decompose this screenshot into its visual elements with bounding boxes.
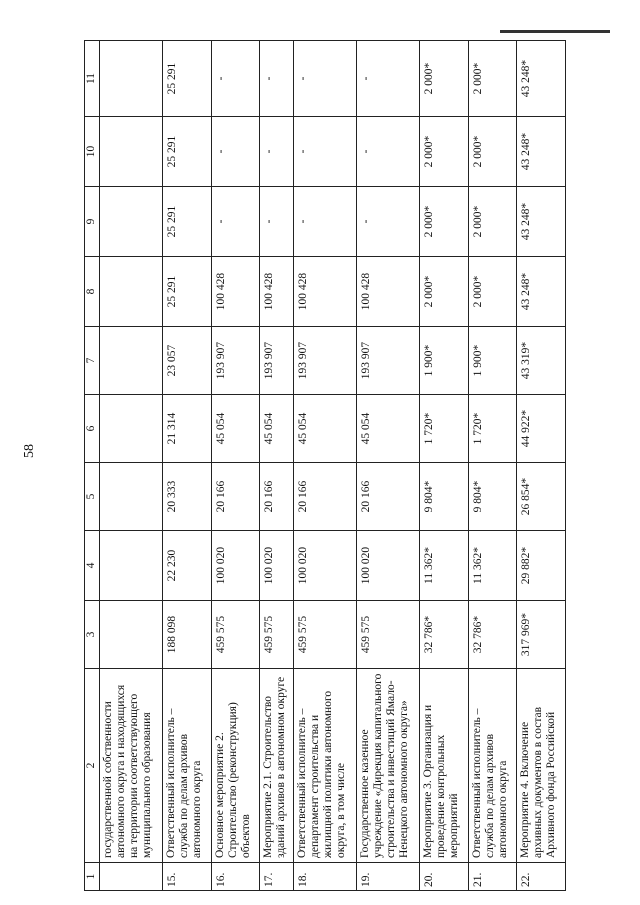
value-cell: - [260, 117, 294, 187]
value-cell: 20 166 [357, 463, 420, 531]
value-cell [100, 41, 163, 117]
value-cell: 459 575 [260, 601, 294, 669]
value-cell: 32 786* [468, 601, 517, 669]
value-cell: - [211, 187, 260, 257]
value-cell: 188 098 [162, 601, 211, 669]
value-cell: 25 291 [162, 117, 211, 187]
value-cell: 459 575 [211, 601, 260, 669]
value-cell: 2 000* [468, 117, 517, 187]
row-description: Основное мероприятие 2. Строительство (реконструкция) объектов [211, 669, 260, 863]
value-cell [100, 117, 163, 187]
value-cell [100, 601, 163, 669]
value-cell: 2 000* [468, 41, 517, 117]
value-cell: 11 362* [468, 531, 517, 601]
value-cell: 26 854* [517, 463, 566, 531]
value-cell: 32 786* [420, 601, 469, 669]
budget-table [84, 40, 566, 891]
value-cell: 20 166 [260, 463, 294, 531]
value-cell: 20 333 [162, 463, 211, 531]
value-cell: 45 054 [357, 395, 420, 463]
row-description: Мероприятие 3. Организация и проведение контрольных мероприятий [420, 669, 469, 863]
value-cell: 193 907 [211, 327, 260, 395]
top-scan-line [500, 30, 610, 33]
value-cell: 45 054 [294, 395, 357, 463]
column-header: 10 [85, 117, 100, 187]
value-cell: - [294, 187, 357, 257]
row-number: 18. [294, 863, 357, 891]
value-cell: - [294, 41, 357, 117]
value-cell: 44 922* [517, 395, 566, 463]
value-cell: 2 000* [420, 257, 469, 327]
value-cell: 2 000* [468, 187, 517, 257]
table-row [420, 41, 469, 891]
row-description: Мероприятие 4. Включение архивных документов в состав Архивного фонда Российской [517, 669, 566, 863]
value-cell: 25 291 [162, 187, 211, 257]
value-cell: 2 000* [420, 187, 469, 257]
value-cell: 29 882* [517, 531, 566, 601]
value-cell: 2 000* [468, 257, 517, 327]
value-cell: 100 428 [211, 257, 260, 327]
table-row [100, 41, 163, 891]
row-description: государственной собственности автономного округа и находящихся на территории соответствующего муниципального образования [100, 669, 163, 863]
value-cell [100, 463, 163, 531]
value-cell: 100 020 [294, 531, 357, 601]
table-row [468, 41, 517, 891]
value-cell: 9 804* [468, 463, 517, 531]
column-header: 4 [85, 531, 100, 601]
value-cell: 193 907 [294, 327, 357, 395]
row-number: 22. [517, 863, 566, 891]
table-row [211, 41, 260, 891]
value-cell [100, 187, 163, 257]
row-description: Государственное казенное учреждение «Дирекция капитального строительства и инвестиций Ямало-Ненецкого автономного округа» [357, 669, 420, 863]
value-cell: 43 319* [517, 327, 566, 395]
value-cell: 45 054 [260, 395, 294, 463]
value-cell: 43 248* [517, 257, 566, 327]
value-cell: 1 900* [420, 327, 469, 395]
value-cell: - [357, 117, 420, 187]
column-header: 1 [85, 863, 100, 891]
value-cell: - [260, 41, 294, 117]
column-header: 11 [85, 41, 100, 117]
value-cell: 9 804* [420, 463, 469, 531]
value-cell [100, 257, 163, 327]
value-cell: 100 020 [211, 531, 260, 601]
value-cell: 45 054 [211, 395, 260, 463]
header-row [85, 41, 100, 891]
table-row [517, 41, 566, 891]
value-cell: 193 907 [260, 327, 294, 395]
value-cell: 100 020 [260, 531, 294, 601]
value-cell: 2 000* [420, 41, 469, 117]
column-header: 6 [85, 395, 100, 463]
table-row [162, 41, 211, 891]
value-cell: 21 314 [162, 395, 211, 463]
value-cell: 100 428 [357, 257, 420, 327]
value-cell: 43 248* [517, 41, 566, 117]
value-cell: 459 575 [357, 601, 420, 669]
value-cell: 43 248* [517, 117, 566, 187]
value-cell: - [357, 41, 420, 117]
value-cell: - [211, 117, 260, 187]
row-number: 17. [260, 863, 294, 891]
table-row [260, 41, 294, 891]
value-cell: - [211, 41, 260, 117]
column-header: 2 [85, 669, 100, 863]
row-number: 19. [357, 863, 420, 891]
value-cell [100, 531, 163, 601]
value-cell: 1 900* [468, 327, 517, 395]
column-header: 8 [85, 257, 100, 327]
row-number: 15. [162, 863, 211, 891]
row-description: Ответственный исполнитель – служба по делам архивов автономного округа [162, 669, 211, 863]
column-header: 7 [85, 327, 100, 395]
value-cell: - [294, 117, 357, 187]
value-cell: 43 248* [517, 187, 566, 257]
value-cell: 1 720* [468, 395, 517, 463]
value-cell: - [357, 187, 420, 257]
row-description: Мероприятие 2.1. Строительство зданий архивов в автономном округе [260, 669, 294, 863]
page-number: 58 [22, 444, 37, 458]
value-cell [100, 327, 163, 395]
value-cell: 317 969* [517, 601, 566, 669]
value-cell: 20 166 [211, 463, 260, 531]
table-row [294, 41, 357, 891]
value-cell: 25 291 [162, 257, 211, 327]
value-cell: 459 575 [294, 601, 357, 669]
row-number: 20. [420, 863, 469, 891]
value-cell: 22 230 [162, 531, 211, 601]
table-body [85, 41, 566, 891]
row-description: Ответственный исполнитель – служба по делам архивов автономного округа [468, 669, 517, 863]
value-cell: 100 020 [357, 531, 420, 601]
row-number [100, 863, 163, 891]
row-number: 16. [211, 863, 260, 891]
table-row [357, 41, 420, 891]
rotated-table-container [84, 41, 566, 891]
value-cell: 100 428 [260, 257, 294, 327]
value-cell: 1 720* [420, 395, 469, 463]
column-header: 5 [85, 463, 100, 531]
value-cell [100, 395, 163, 463]
value-cell: 25 291 [162, 41, 211, 117]
value-cell: 11 362* [420, 531, 469, 601]
column-header: 9 [85, 187, 100, 257]
row-description: Ответственный исполнитель – департамент строительства и жилищной политики автономного округа, в том числе [294, 669, 357, 863]
value-cell: 2 000* [420, 117, 469, 187]
value-cell: 193 907 [357, 327, 420, 395]
row-number: 21. [468, 863, 517, 891]
value-cell: 20 166 [294, 463, 357, 531]
value-cell: - [260, 187, 294, 257]
value-cell: 23 057 [162, 327, 211, 395]
column-header: 3 [85, 601, 100, 669]
value-cell: 100 428 [294, 257, 357, 327]
